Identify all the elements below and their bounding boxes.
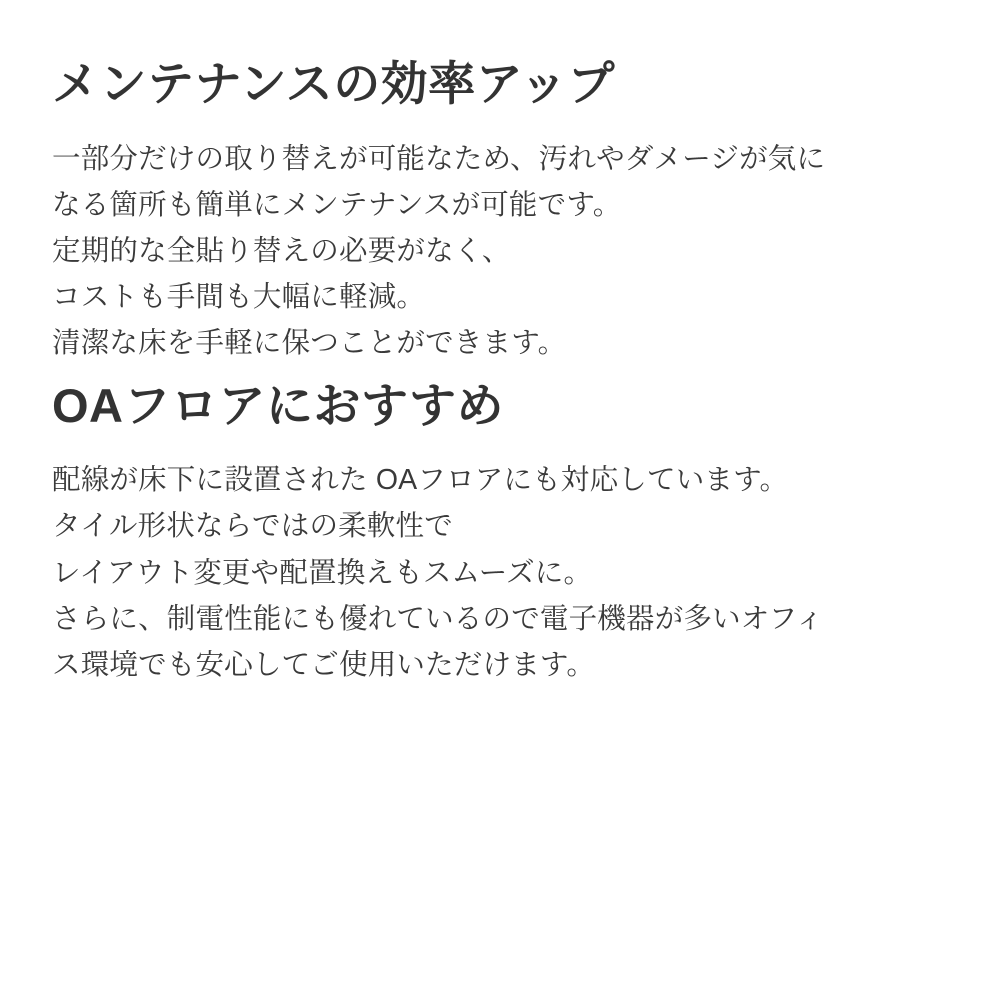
body-line: なる箇所も簡単にメンテナンスが可能です。 [52,188,622,221]
body-line: さらに、制電性能にも優れているので電子機器が多いオフィ [52,602,824,635]
section-heading: メンテナンスの効率アップ [52,57,615,110]
body-line: コストも手間も大幅に軽減。 [52,281,426,314]
section-body [52,457,948,688]
body-line: タイル形状ならではの柔軟性で [52,510,453,543]
body-line: 清潔な床を手軽に保つことができます。 [52,327,567,360]
section-divider-space [52,367,948,377]
body-line: 一部分だけの取り替えが可能なため、汚れやダメージが気に [52,142,826,175]
body-line: レイアウト変更や配置換えもスムーズに。 [52,556,593,589]
body-line: 配線が床下に設置された OAフロアにも対応しています。 [52,464,789,497]
body-line: 定期的な全貼り替えの必要がなく、 [52,235,511,268]
body-line: ス環境でも安心してご使用いただけます。 [52,648,596,681]
section-body [52,136,948,367]
section-maintenance-efficiency [52,55,948,367]
section-oa-floor-recommended [52,377,948,689]
section-heading: OAフロアにおすすめ [52,378,504,432]
